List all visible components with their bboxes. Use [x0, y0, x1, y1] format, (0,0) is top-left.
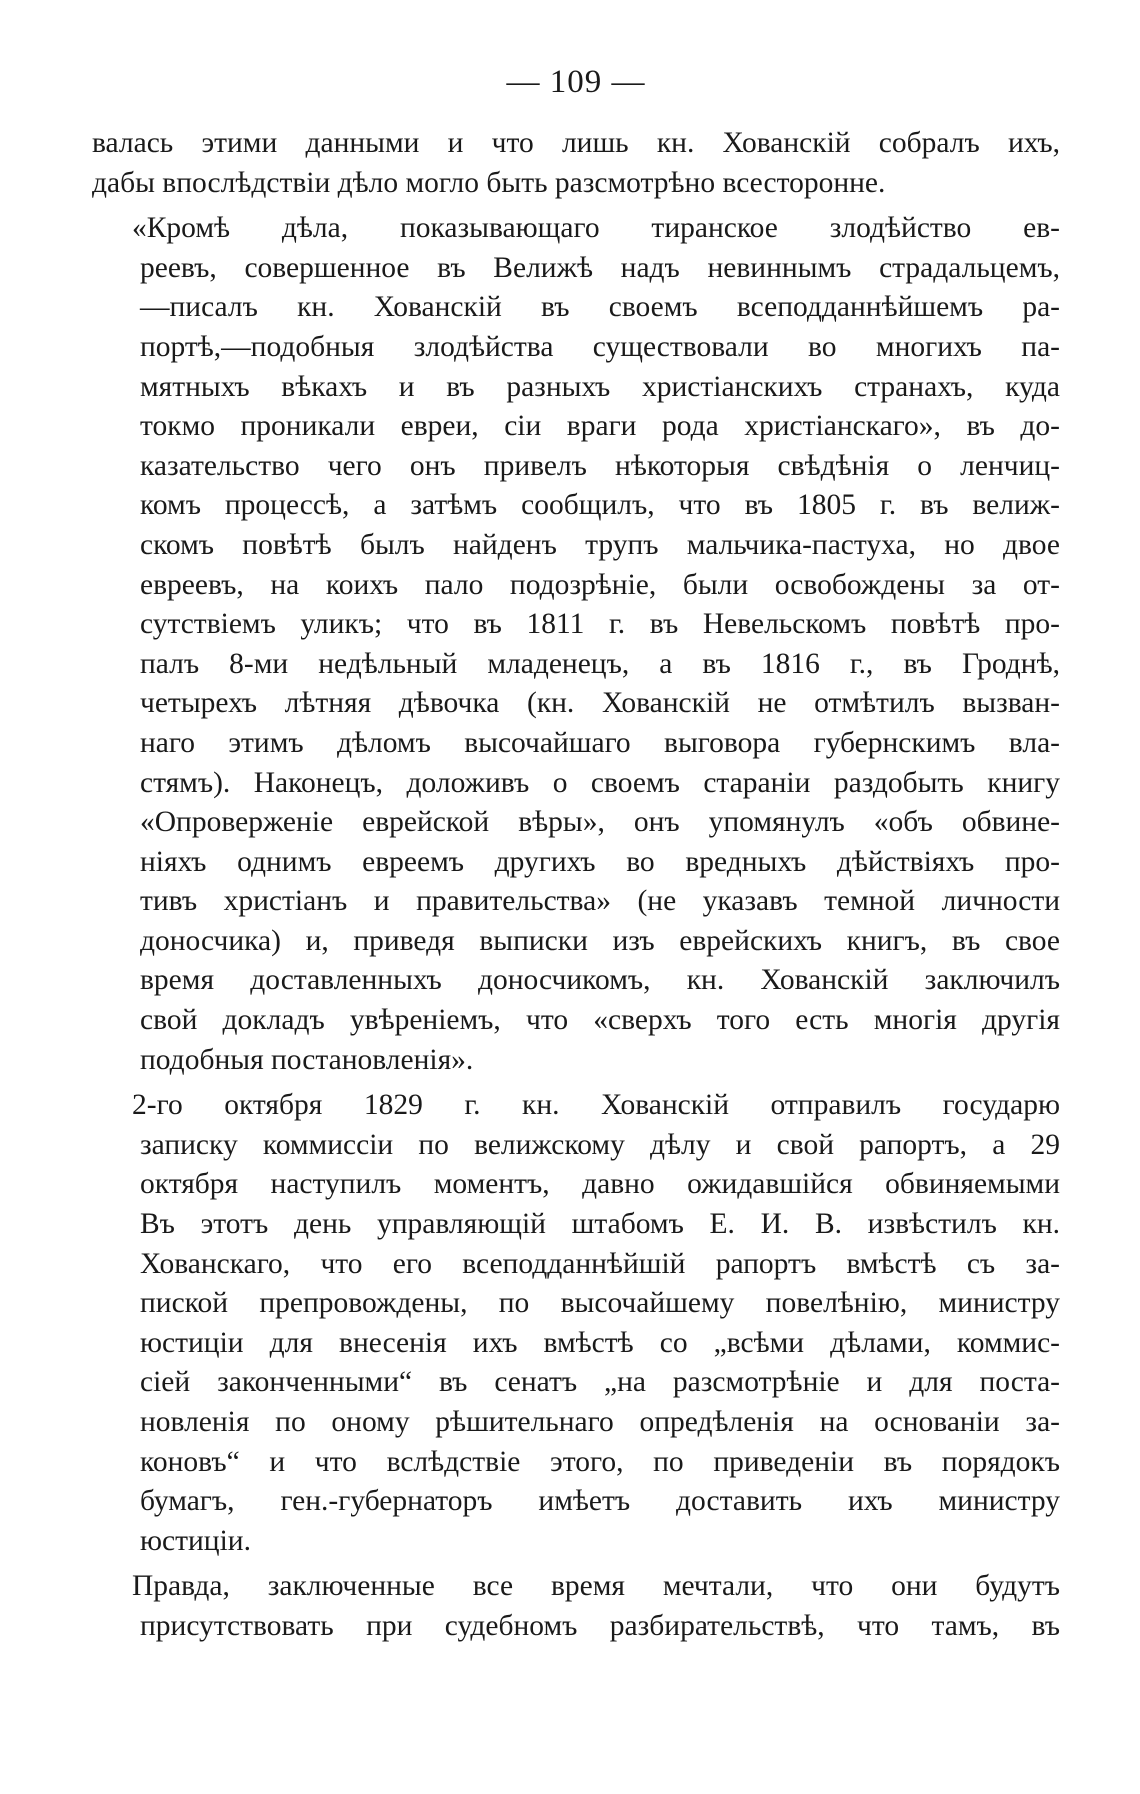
text-line: портѣ,—подобныя злодѣйства существовали во многихъ па-	[140, 330, 1060, 363]
text-line: свой докладъ увѣреніемъ, что «сверхъ того есть многія другія	[140, 1004, 1060, 1037]
text-line: новленія по оному рѣшительнаго опредѣленія на основаніи за-	[140, 1406, 1060, 1438]
text-line: комъ процессѣ, а затѣмъ сообщилъ, что въ 1805 г. въ велиж-	[140, 489, 1060, 522]
text-line: тивъ христіанъ и правительства» (не указавъ темной личности	[140, 885, 1060, 918]
text-line: бумагъ, ген.-губернаторъ имѣетъ доставить ихъ министру	[140, 1485, 1060, 1518]
text-line: казательство чего онъ привелъ нѣкоторыя свѣдѣнія о ленчиц-	[140, 449, 1060, 482]
text-line: октября наступилъ моментъ, давно ожидавшійся обвиняемыми	[140, 1168, 1060, 1201]
text-line: четырехъ лѣтняя дѣвочка (кн. Хованскій не отмѣтилъ вызван-	[140, 687, 1060, 720]
text-line: сіей законченными“ въ сенатъ „на разсмотрѣніе и для поста-	[140, 1366, 1060, 1399]
text-line: токмо проникали евреи, сіи враги рода христіанскаго», въ до-	[140, 410, 1060, 443]
text-line: присутствовать при судебномъ разбирательствѣ, что тамъ, въ	[140, 1609, 1060, 1642]
text-line: ніяхъ однимъ евреемъ другихъ во вредныхъ дѣйствіяхъ про-	[140, 845, 1060, 878]
text-line: евреевъ, на коихъ пало подозрѣніе, были освобождены за от-	[140, 568, 1060, 601]
text-line: доносчика) и, приведя выписки изъ еврейскихъ книгъ, въ свое	[140, 924, 1060, 957]
text-line: Въ этотъ день управляющій штабомъ Е. И. В. извѣстилъ кн.	[140, 1208, 1060, 1241]
text-line: палъ 8-ми недѣльный младенецъ, а въ 1816 г., въ Гроднѣ,	[140, 647, 1060, 680]
text-line: дабы впослѣдствіи дѣло могло быть разсмотрѣно всесторонне.	[92, 166, 886, 199]
text-line: подобныя постановленія».	[140, 1043, 474, 1076]
body-text	[92, 124, 1060, 1647]
text-line: юстиціи для внесенія ихъ вмѣстѣ со „всѣми дѣлами, коммис-	[140, 1326, 1060, 1359]
text-line: наго этимъ дѣломъ высочайшаго выговора губернскимъ вла-	[140, 726, 1060, 759]
text-line: коновъ“ и что вслѣдствіе этого, по приведеніи въ порядокъ	[140, 1445, 1060, 1478]
page-number: — 109 —	[506, 64, 646, 100]
paragraph	[92, 1086, 1060, 1561]
text-line: пиской препровождены, по высочайшему повелѣнію, министру	[140, 1287, 1060, 1320]
paragraph	[92, 209, 1060, 1080]
text-line: юстиціи.	[140, 1524, 251, 1557]
text-line: время доставленныхъ доносчикомъ, кн. Хованскій заключилъ	[140, 964, 1060, 997]
text-line: записку коммиссіи по велижскому дѣлу и свой рапортъ, а 29	[140, 1128, 1060, 1161]
text-line: валась этими данными и что лишь кн. Хованскій собралъ ихъ,	[92, 127, 1060, 159]
paragraph	[92, 124, 1060, 203]
text-line: стямъ). Наконецъ, доложивъ о своемъ стараніи раздобыть книгу	[140, 766, 1060, 799]
text-line: «Кромѣ дѣла, показывающаго тиранское злодѣйство ев-	[132, 212, 1060, 245]
text-line: сутствіемъ уликъ; что въ 1811 г. въ Невельскомъ повѣтѣ про-	[140, 608, 1060, 641]
text-line: мятныхъ вѣкахъ и въ разныхъ христіанскихъ странахъ, куда	[140, 370, 1060, 403]
paragraph	[92, 1567, 1060, 1646]
text-line: Правда, заключенные все время мечтали, что они будутъ	[132, 1570, 1060, 1603]
text-line: Хованскаго, что его всеподданнѣйшій рапортъ вмѣстѣ съ за-	[140, 1247, 1060, 1280]
text-line: —писалъ кн. Хованскій въ своемъ всеподданнѣйшемъ ра-	[140, 291, 1060, 324]
text-line: 2-го октября 1829 г. кн. Хованскій отправилъ государю	[132, 1089, 1060, 1122]
text-line: реевъ, совершенное въ Велижѣ надъ невиннымъ страдальцемъ,	[140, 251, 1060, 284]
text-line: скомъ повѣтѣ былъ найденъ трупъ мальчика-пастуха, но двое	[140, 528, 1060, 561]
text-line: «Опроверженіе еврейской вѣры», онъ упомянулъ «объ обвине-	[140, 806, 1060, 839]
